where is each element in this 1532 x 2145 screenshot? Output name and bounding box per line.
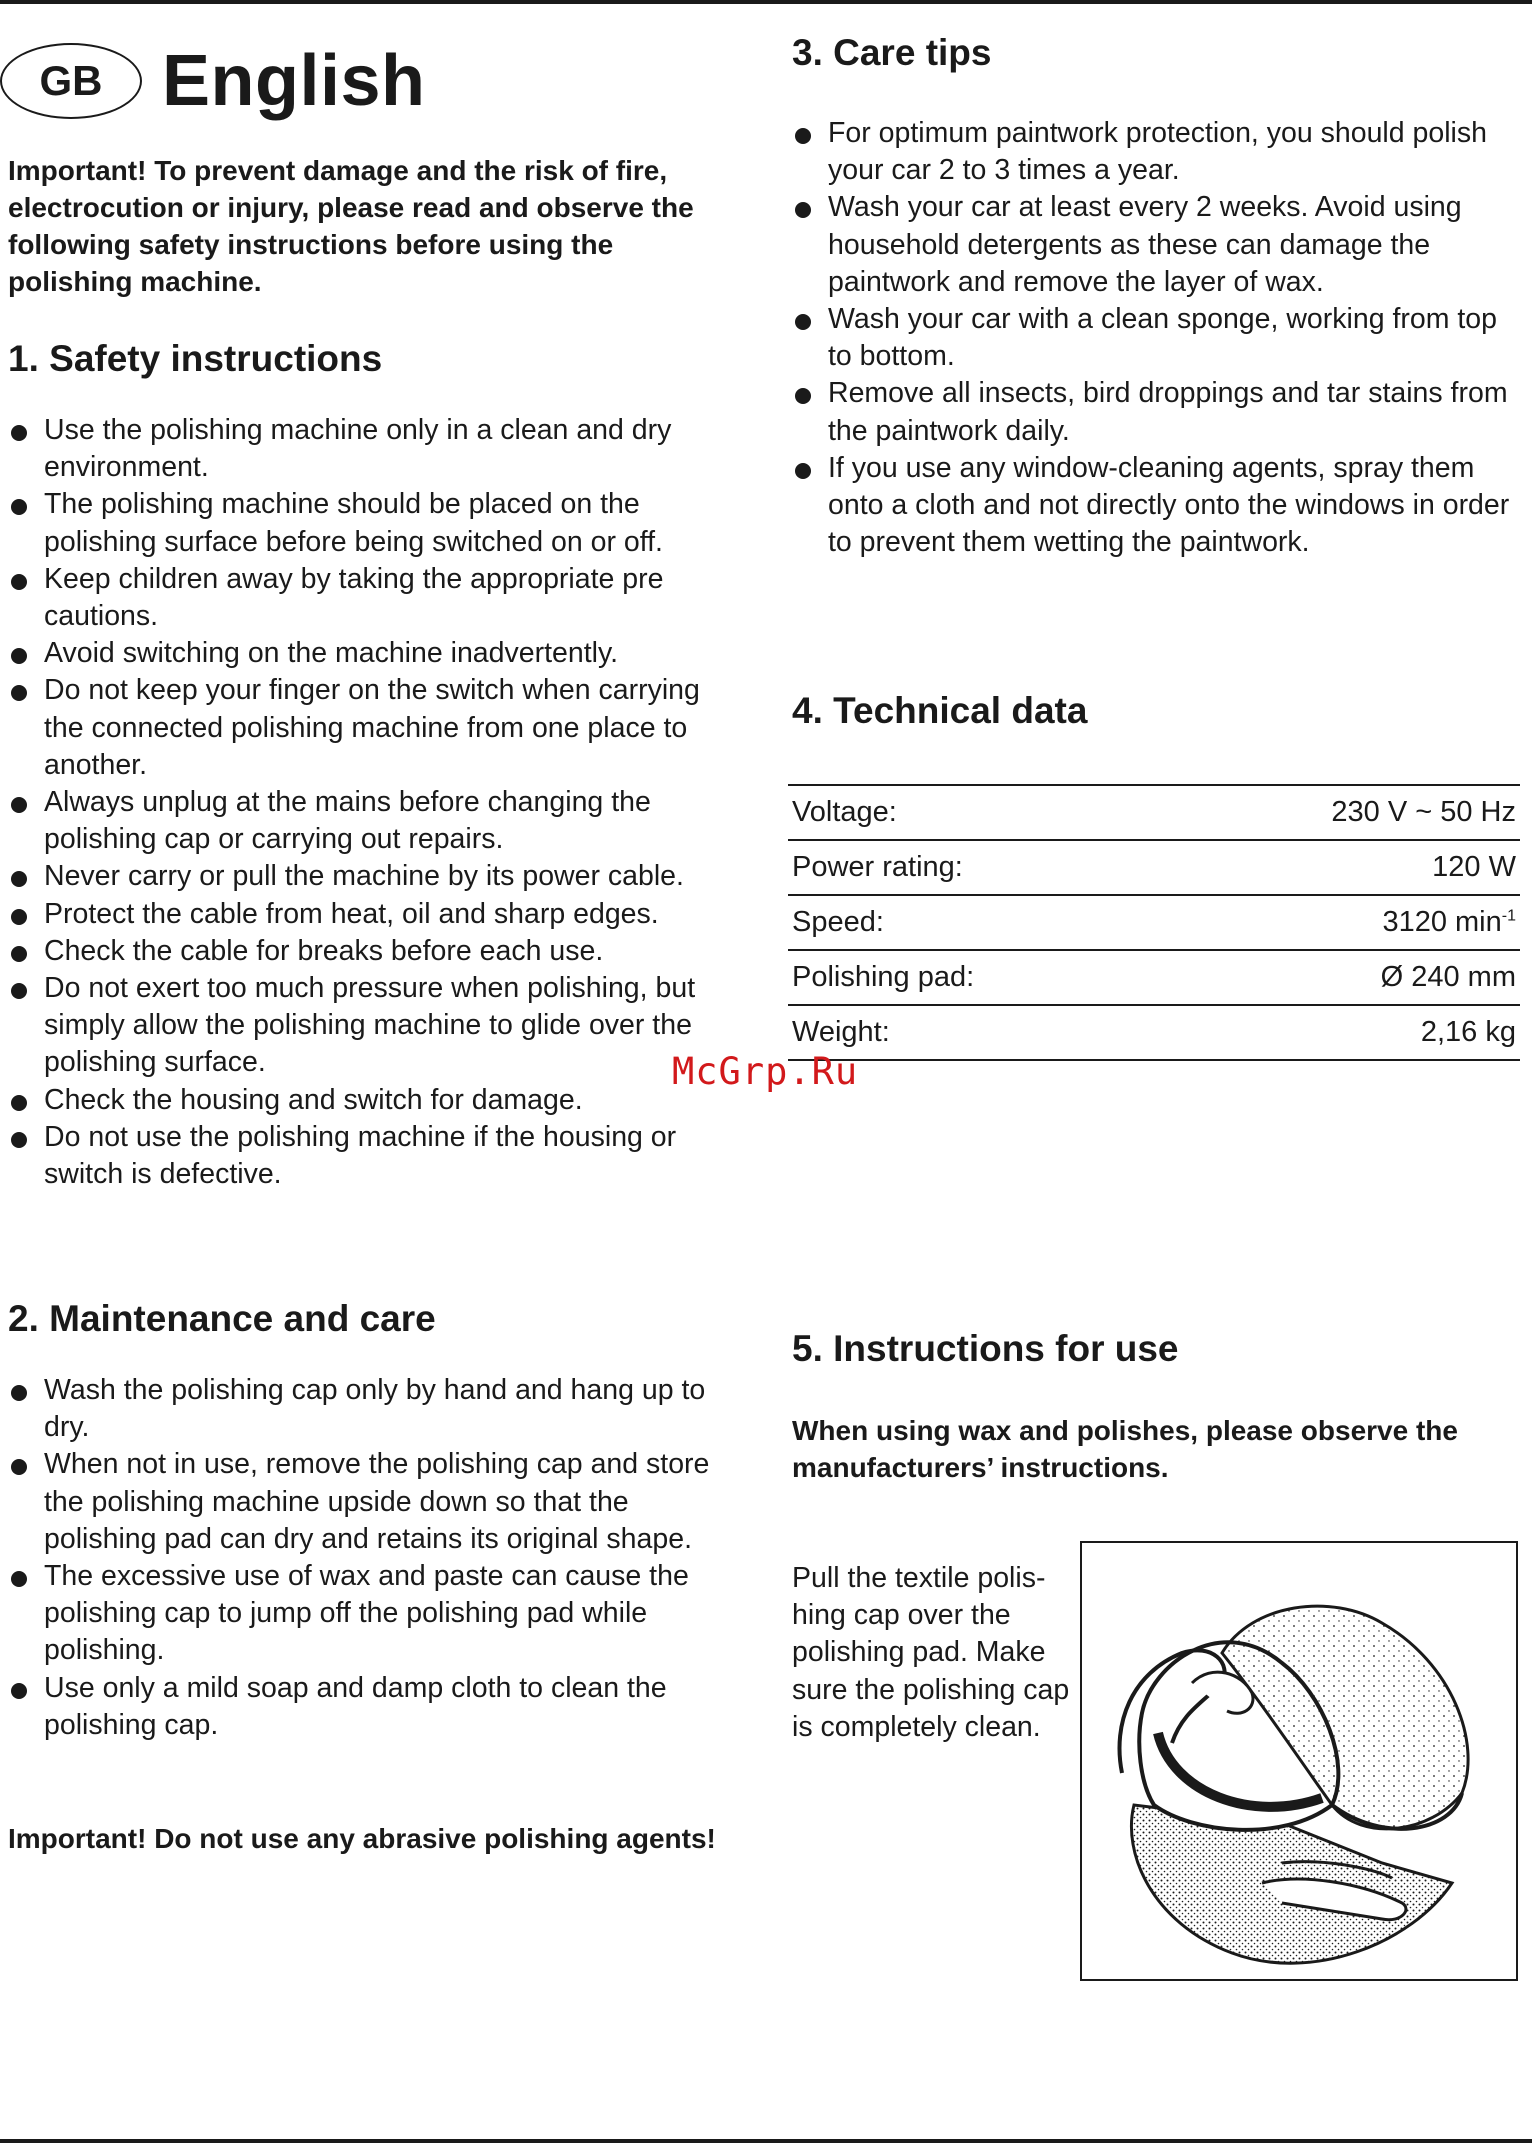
list-item	[792, 115, 1518, 189]
bullet-icon	[11, 425, 27, 441]
spec-label: Voltage:	[788, 785, 1152, 840]
list-item	[8, 561, 738, 635]
polishing-cap-illustration	[1080, 1541, 1518, 1981]
list-item	[8, 1558, 738, 1670]
list-item-text: Protect the cable from heat, oil and sharp edges.	[44, 897, 659, 930]
list-item-text: Check the housing and switch for damage.	[44, 1083, 583, 1116]
bullet-icon	[11, 574, 27, 590]
table-row	[788, 950, 1520, 1005]
care-tips-list	[792, 115, 1518, 561]
list-item	[8, 933, 738, 970]
section-title-safety: 1. Safety instructions	[8, 338, 383, 379]
list-item-text: Do not keep your finger on the switch when carrying the connected polishing machine from one place to another.	[44, 674, 700, 781]
bullet-icon	[11, 648, 27, 664]
list-item	[792, 189, 1518, 301]
bullet-icon	[11, 1132, 27, 1148]
spec-label: Polishing pad:	[788, 950, 1152, 1005]
list-item-text: Do not use the polishing machine if the housing or switch is defective.	[44, 1120, 677, 1191]
list-item	[792, 450, 1518, 562]
list-item-text: If you use any window-cleaning agents, spray them onto a cloth and not directly onto the windows in order to prevent them wetting the paintwork.	[828, 451, 1510, 559]
list-item-text: Never carry or pull the machine by its power cable.	[44, 860, 684, 893]
bullet-icon	[11, 1385, 27, 1401]
bullet-icon	[11, 871, 27, 887]
language-title: English	[162, 41, 426, 121]
list-item-text: Use the polishing machine only in a clean and dry environment.	[44, 414, 672, 484]
list-item	[8, 486, 738, 560]
intro-warning: Important! To prevent damage and the risk of fire, electrocution or injury, please read and observe the following safety instructions before using the polishing machine.	[8, 155, 694, 297]
list-item-text: The excessive use of wax and paste can cause the polishing cap to jump off the polishing pad while polishing.	[44, 1560, 689, 1667]
list-item	[8, 858, 738, 895]
section-title-instructions: 5. Instructions for use	[792, 1328, 1179, 1369]
list-item-text: Use only a mild soap and damp cloth to clean the polishing cap.	[44, 1671, 667, 1741]
bullet-icon	[11, 909, 27, 925]
instructions-note: When using wax and polishes, please observe the manufacturers’ instructions.	[792, 1415, 1458, 1483]
spec-value	[1152, 785, 1520, 840]
list-item	[8, 896, 738, 933]
spec-value	[1152, 840, 1520, 895]
polishing-cap-icon	[1082, 1543, 1516, 1979]
technical-data-table	[788, 784, 1520, 1061]
list-item	[8, 1446, 738, 1558]
list-item	[8, 1119, 738, 1193]
list-item	[8, 1372, 738, 1446]
language-header	[8, 40, 426, 122]
spec-value-text: 2,16 kg	[1420, 1016, 1516, 1048]
bullet-icon	[11, 946, 27, 962]
list-item	[8, 1670, 738, 1744]
list-item	[8, 635, 738, 672]
list-item-text: Always unplug at the mains before changing the polishing cap or carrying out repairs.	[44, 786, 651, 856]
list-item-text: Wash your car at least every 2 weeks. Avoid using household detergents as these can damage the paintwork and remove the layer of wax.	[828, 191, 1462, 298]
bullet-icon	[11, 1459, 27, 1475]
spec-value	[1152, 895, 1520, 950]
spec-value-text: 230 V ~ 50 Hz	[1331, 796, 1516, 828]
bullet-icon	[795, 463, 811, 479]
list-item	[8, 412, 738, 486]
bullet-icon	[795, 202, 811, 218]
list-item-text: Wash the polishing cap only by hand and hang up to dry.	[44, 1374, 706, 1444]
bottom-rule	[0, 2139, 1532, 2143]
instructions-text: Pull the textile polis- hing cap over the polishing pad. Make sure the polishing cap is completely clean.	[792, 1562, 1070, 1743]
section-title-maintenance: 2. Maintenance and care	[8, 1298, 436, 1339]
list-item-text: Wash your car with a clean sponge, working from top to bottom.	[828, 303, 1497, 373]
list-item-text: Keep children away by taking the appropriate pre cautions.	[44, 562, 664, 633]
spec-label: Speed:	[788, 895, 1152, 950]
spec-value-text: Ø 240 mm	[1380, 961, 1516, 993]
list-item-text: For optimum paintwork protection, you should polish your car 2 to 3 times a year.	[828, 117, 1487, 187]
table-row	[788, 1005, 1520, 1060]
list-item-text: Do not exert too much pressure when polishing, but simply allow the polishing machine to glide over the polishing surface.	[44, 972, 696, 1079]
table-row	[788, 840, 1520, 895]
bullet-icon	[11, 1095, 27, 1111]
country-badge: GB	[0, 43, 142, 119]
list-item	[792, 375, 1518, 449]
bullet-icon	[795, 128, 811, 144]
spec-value	[1152, 950, 1520, 1005]
bullet-icon	[11, 499, 27, 515]
spec-value-text: 3120 min	[1382, 906, 1502, 938]
list-item	[8, 784, 738, 858]
table-row	[788, 895, 1520, 950]
spec-value-text: 120 W	[1432, 851, 1516, 883]
section-title-technical: 4. Technical data	[792, 690, 1088, 731]
list-item-text: When not in use, remove the polishing cap and store the polishing machine upside down so that the polishing pad can dry and retains its original shape.	[44, 1448, 710, 1555]
watermark: McGrp.Ru	[672, 1050, 859, 1093]
bullet-icon	[795, 388, 811, 404]
bullet-icon	[11, 1571, 27, 1587]
spec-label: Power rating:	[788, 840, 1152, 895]
safety-list	[8, 412, 738, 1193]
list-item	[8, 970, 738, 1082]
list-item-text: Check the cable for breaks before each use.	[44, 934, 604, 967]
list-item	[8, 672, 738, 784]
bullet-icon	[11, 1683, 27, 1699]
abrasive-warning: Important! Do not use any abrasive polishing agents!	[8, 1823, 716, 1854]
spec-unit-exponent: -1	[1501, 907, 1516, 925]
list-item-text: Remove all insects, bird droppings and tar stains from the paintwork daily.	[828, 377, 1508, 447]
bullet-icon	[11, 685, 27, 701]
list-item	[792, 301, 1518, 375]
top-rule	[0, 0, 1532, 4]
spec-value	[1152, 1005, 1520, 1060]
bullet-icon	[795, 314, 811, 330]
maintenance-list	[8, 1372, 738, 1744]
bullet-icon	[11, 797, 27, 813]
section-title-care-tips: 3. Care tips	[792, 32, 992, 73]
bullet-icon	[11, 983, 27, 999]
spec-label: Weight:	[788, 1005, 1152, 1060]
list-item	[8, 1082, 738, 1119]
table-row	[788, 785, 1520, 840]
list-item-text: Avoid switching on the machine inadvertently.	[44, 637, 619, 670]
list-item-text: The polishing machine should be placed on the polishing surface before being switched on or off.	[44, 488, 663, 558]
